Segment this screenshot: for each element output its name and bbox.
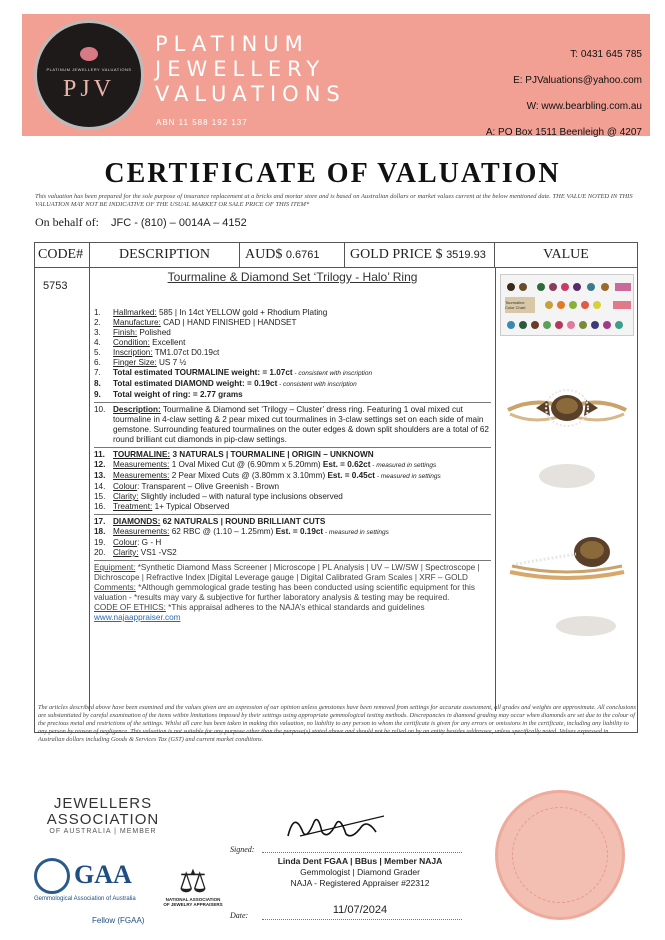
code-column bbox=[35, 268, 90, 711]
gold-value: 3519.93 bbox=[446, 249, 486, 261]
gaa-fellow: Fellow (FGAA) bbox=[92, 916, 145, 925]
phone: T: 0431 645 785 bbox=[570, 49, 642, 60]
appraiser-block bbox=[260, 856, 460, 889]
list-item: 6. Finger Size: US 7 ½ bbox=[94, 358, 187, 367]
list-item: 12. Measurements: 1 Oval Mixed Cut @ (6.90mm x 5.20mm) Est. = 0.62ct - measured in settings bbox=[94, 460, 437, 469]
contact-details bbox=[486, 42, 642, 146]
signature-line bbox=[262, 852, 462, 853]
list-item: 18. Measurements: 62 RBC @ (1.10 – 1.25mm) Est. = 0.19ct - measured in settings bbox=[94, 527, 389, 536]
gem-icon bbox=[80, 47, 98, 61]
logo-letters: PJV bbox=[62, 76, 116, 102]
date-line bbox=[262, 919, 462, 920]
ring-title: Tourmaline & Diamond Set ‘Trilogy - Halo’ Ring bbox=[167, 270, 418, 284]
gaa-letters: GAA bbox=[74, 860, 132, 889]
appraiser-registration: NAJA - Registered Appraiser #22312 bbox=[290, 878, 430, 888]
disclaimer: This valuation has been prepared for the sole purpose of insurance replacement at a bricks and mortar store and is based on Australian dollars or market values current at the below mentioned date. THE VALUE NOTED IN THIS VALUATION MAY NOT BE INDICATIVE OF THE USUAL MARKET OR SALE PRICE OF THIS ITEM* bbox=[35, 193, 633, 208]
brand-line-2: JEWELLERY bbox=[155, 57, 326, 81]
brand-name bbox=[155, 32, 346, 107]
behalf-value: JFC - (810) – 0014A – 4152 bbox=[110, 217, 247, 229]
ring-photo-side bbox=[506, 526, 628, 586]
spec-list bbox=[90, 282, 495, 623]
pjv-logo bbox=[34, 20, 144, 130]
list-item: 11. TOURMALINE: 3 NATURALS | TOURMALINE | ORIGIN – UNKNOWN bbox=[94, 447, 491, 460]
list-item: 10. Description: Tourmaline & Diamond set ‘Trilogy – Cluster’ dress ring. Featuring 1 oval mixed cut tourmaline in 4-claw setting & 2 pear mixed cut tourmalines in 3-claw settings set on each side of main gemstone. Surrounding featured tourmalines on the outer edges & down split shoulders are a total of 62 round brilliant cut diamonds in pip-claw settings. bbox=[94, 402, 491, 445]
behalf-label: On behalf of: bbox=[35, 215, 99, 229]
list-item: 2. Manufacture: CAD | HAND FINISHED | HANDSET bbox=[94, 318, 297, 327]
aud-label: AUD$ bbox=[245, 247, 283, 262]
list-item: 13. Measurements: 2 Pear Mixed Cuts @ (3.80mm x 3.10mm) Est. = 0.45ct - measured in settings bbox=[94, 471, 441, 480]
valuation-table bbox=[34, 242, 638, 733]
signed-label: Signed: bbox=[230, 845, 255, 854]
jewellers-association-logo bbox=[38, 796, 168, 835]
naja-link[interactable]: www.najaappraiser.com bbox=[94, 613, 181, 622]
appraiser-name: Linda Dent FGAA | BBus | Member NAJA bbox=[277, 856, 443, 866]
date-value: 11/07/2024 bbox=[332, 904, 388, 916]
notes: Equipment: *Synthetic Diamond Mass Screener | Microscope | PL Analysis | UV – LW/SW | Spectroscope | Dichroscope | Refractive Index |Digital Leverage gauge | Digital Calibrated Gram Scales | XRF – GOLD Comments: *Although gemmological grade testing has been conducted using scientific equipment for this valuation - *results may vary & subjective for further laboratory analysis & testing may be required. CODE OF ETHICS: *This appraisal adheres to the NAJA’s ethical standards and guidelines www.najaappraiser.com bbox=[94, 560, 491, 623]
header-aud bbox=[240, 243, 345, 268]
naja-logo bbox=[162, 865, 224, 907]
list-item: 7. Total estimated TOURMALINE weight: = 1.07ct - consistent with inscription bbox=[94, 368, 373, 377]
email: E: PJValuations@yahoo.com bbox=[513, 75, 642, 86]
logo-small-text: PLATINUM JEWELLERY VALUATIONS bbox=[46, 67, 132, 72]
list-item: 16. Treatment: 1+ Typical Observed bbox=[94, 502, 230, 511]
list-item: 15. Clarity: Slightly included – with natural type inclusions observed bbox=[94, 492, 343, 501]
aud-value: 0.6761 bbox=[285, 249, 320, 261]
table-header bbox=[35, 243, 637, 268]
on-behalf-of bbox=[35, 215, 247, 230]
address: A: PO Box 1511 Beenleigh @ 4207 bbox=[485, 127, 642, 138]
list-item: 3. Finish: Polished bbox=[94, 328, 171, 337]
gaa-emblem-icon bbox=[34, 858, 70, 894]
letterhead-banner bbox=[22, 14, 650, 136]
brand-line-1: PLATINUM bbox=[155, 32, 309, 56]
brand-line-3: VALUATIONS bbox=[155, 82, 346, 106]
ja-line-1: JEWELLERS bbox=[53, 795, 153, 812]
list-item: 19. Colour: G - H bbox=[94, 538, 162, 547]
website: W: www.bearbling.com.au bbox=[526, 101, 642, 112]
list-item: 14. Colour: Transparent – Olive Greenish - Brown bbox=[94, 482, 280, 491]
header-value: VALUE bbox=[543, 247, 589, 262]
list-item: 17. DIAMONDS: 62 NATURALS | ROUND BRILLIANT CUTS bbox=[94, 514, 491, 527]
ja-line-2: ASSOCIATION bbox=[46, 811, 160, 828]
date-label: Date: bbox=[230, 911, 249, 920]
header-gold bbox=[345, 243, 495, 268]
naja-text: NATIONAL ASSOCIATION OF JEWELRY APPRAISERS bbox=[163, 897, 223, 907]
gold-label: GOLD PRICE $ bbox=[350, 247, 443, 262]
item-code: 5753 bbox=[43, 280, 68, 292]
certificate-title: CERTIFICATE OF VALUATION bbox=[104, 158, 561, 189]
terms-paragraph: The articles described above have been examined and the values given are an expression of our opinion unless gemstones have been removed from settings for accurate assessment, all grades and weights are approximate. All conclusions are substantiated by careful examination of the items within limitations imposed by their settings using appropriate gemmological testing methods. Discrepancies in diamond grading may occur when diamonds are set due to the colour of the precious metal and restrictions of the settings. Whilst all care has been taken in making this valuation, no liability to any person to whom the certificate is given for any errors or omissions in the certificate, including any liability to any person by reason of negligence. This valuation is not suitable for any purpose other than the purpose(s) stated above and should not be relied on by an entity besides addressee, unless specifically noted. Values expressed in Australian dollars including Goods & Services Tax (GST) and current market conditions. bbox=[38, 704, 636, 744]
tourmaline-color-chart bbox=[500, 274, 634, 336]
handwritten-signature bbox=[280, 806, 390, 846]
ring-photo-side-reflection bbox=[506, 598, 628, 658]
appraiser-role: Gemmologist | Diamond Grader bbox=[300, 867, 420, 877]
list-item: 4. Condition: Excellent bbox=[94, 338, 186, 347]
list-item: 9. Total weight of ring: = 2.77 grams bbox=[94, 390, 243, 399]
color-chart-label: Tourmaline Color Chart bbox=[505, 300, 526, 310]
list-item: 5. Inscription: TM1.07ct D0.19ct bbox=[94, 348, 220, 357]
ring-photo-front bbox=[506, 378, 628, 438]
list-item: 1. Hallmarked: 585 | In 14ct YELLOW gold + Rhodium Plating bbox=[94, 308, 328, 317]
list-item: 8. Total estimated DIAMOND weight: = 0.19ct - consistent with inscription bbox=[94, 379, 357, 388]
scales-icon: ⚖ bbox=[178, 863, 208, 899]
description-column bbox=[90, 268, 495, 711]
header-description: DESCRIPTION bbox=[90, 243, 240, 268]
ja-line-3: OF AUSTRALIA | MEMBER bbox=[49, 828, 157, 835]
header-code: CODE# bbox=[35, 243, 90, 268]
embossed-seal bbox=[495, 790, 625, 920]
ring-photo-reflection bbox=[506, 446, 628, 506]
abn-number: ABN 11 588 192 137 bbox=[156, 118, 248, 127]
list-item: 20. Clarity: VS1 -VS2 bbox=[94, 548, 177, 557]
gaa-subtitle: Gemmological Association of Australia bbox=[34, 896, 136, 902]
value-column bbox=[495, 268, 637, 711]
